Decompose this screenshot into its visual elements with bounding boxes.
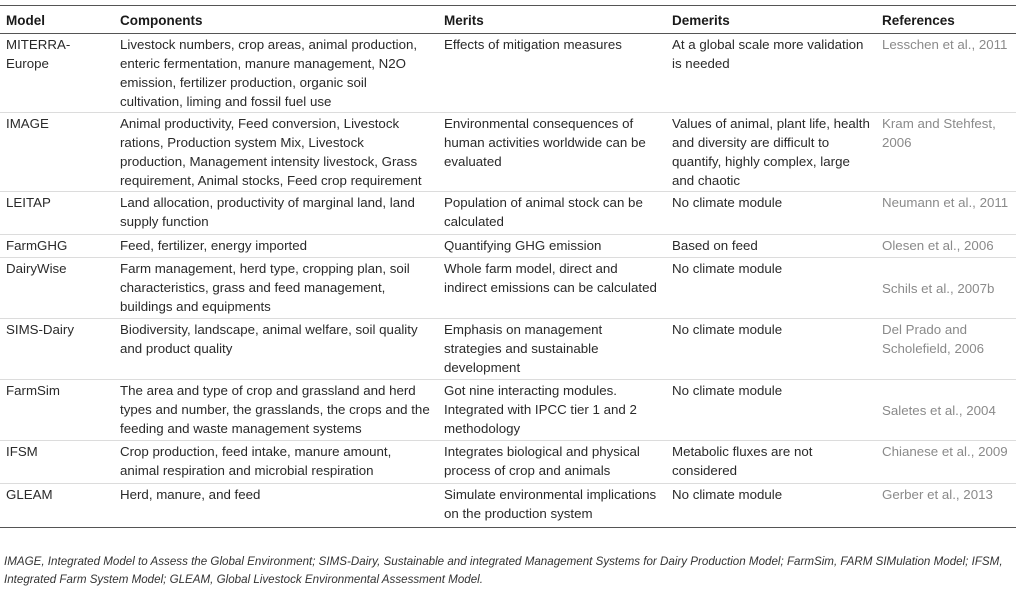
cell-reference: Lesschen et al., 2011 [876,34,1016,113]
cell-model: LEITAP [0,192,114,235]
cell-model: MITERRA- Europe [0,34,114,113]
cell-components: The area and type of crop and grassland and herd types and number, the grasslands, the crops and the feeding and waste management systems [114,380,438,441]
table-row [0,192,1016,235]
table-row [0,113,1016,192]
cell-merits: Environmental consequences of human activities worldwide can be evaluated [438,113,666,192]
cell-merits: Population of animal stock can be calculated [438,192,666,235]
cell-model: FarmGHG [0,235,114,258]
cell-components: Animal productivity, Feed conversion, Livestock rations, Production system Mix, Livestock production, Management intensity livestock, Grass requirement, Animal stocks, Feed crop requirement [114,113,438,192]
cell-demerits: No climate module [666,192,876,235]
header-references: References [876,6,1016,34]
cell-model: FarmSim [0,380,114,441]
cell-merits: Whole farm model, direct and indirect emissions can be calculated [438,258,666,319]
cell-components: Crop production, feed intake, manure amount, animal respiration and microbial respiration [114,441,438,484]
header-row [0,6,1016,34]
cell-reference: Chianese et al., 2009 [876,441,1016,484]
table-row [0,441,1016,484]
cell-demerits: No climate module [666,484,876,528]
header-merits: Merits [438,6,666,34]
cell-demerits: No climate module [666,258,876,319]
cell-reference: Schils et al., 2007b [876,258,1016,319]
header-components: Components [114,6,438,34]
cell-model: SIMS-Dairy [0,319,114,380]
cell-demerits: Metabolic fluxes are not considered [666,441,876,484]
cell-components: Livestock numbers, crop areas, animal production, enteric fermentation, manure management, N2O emission, fertilizer production, organic soil cultivation, liming and fossil fuel use [114,34,438,113]
cell-merits: Integrates biological and physical process of crop and animals [438,441,666,484]
cell-model: IMAGE [0,113,114,192]
cell-model: DairyWise [0,258,114,319]
cell-merits: Quantifying GHG emission [438,235,666,258]
cell-demerits: No climate module [666,380,876,441]
cell-components: Land allocation, productivity of marginal land, land supply function [114,192,438,235]
cell-merits: Simulate environmental implications on the production system [438,484,666,528]
cell-reference: Del Prado and Scholefield, 2006 [876,319,1016,380]
cell-reference: Kram and Stehfest, 2006 [876,113,1016,192]
cell-components: Biodiversity, landscape, animal welfare, soil quality and product quality [114,319,438,380]
cell-demerits: Based on feed [666,235,876,258]
table-footnote: IMAGE, Integrated Model to Assess the Global Environment; SIMS-Dairy, Sustainable and integrated Management Systems for Dairy Production Model; FarmSim, FARM SIMulation Model; IFSM, Integrated Farm System Model; GLEAM, Global Livestock Environmental Assessment Model. [4,555,1003,586]
cell-components: Farm management, herd type, cropping plan, soil characteristics, grass and feed management, buildings and equipments [114,258,438,319]
table-row [0,484,1016,528]
cell-reference: Neumann et al., 2011 [876,192,1016,235]
cell-demerits: At a global scale more validation is needed [666,34,876,113]
cell-merits: Effects of mitigation measures [438,34,666,113]
table-row [0,258,1016,319]
models-table [0,5,1016,528]
cell-reference: Gerber et al., 2013 [876,484,1016,528]
table-row [0,380,1016,441]
cell-model: GLEAM [0,484,114,528]
cell-model: IFSM [0,441,114,484]
cell-merits: Got nine interacting modules. Integrated with IPCC tier 1 and 2 methodology [438,380,666,441]
cell-components: Feed, fertilizer, energy imported [114,235,438,258]
table-row [0,235,1016,258]
header-model: Model [0,6,114,34]
cell-demerits: No climate module [666,319,876,380]
cell-reference: Saletes et al., 2004 [876,380,1016,441]
table-row [0,319,1016,380]
header-demerits: Demerits [666,6,876,34]
cell-demerits: Values of animal, plant life, health and diversity are difficult to quantify, highly complex, large and chaotic [666,113,876,192]
cell-reference: Olesen et al., 2006 [876,235,1016,258]
cell-components: Herd, manure, and feed [114,484,438,528]
cell-merits: Emphasis on management strategies and sustainable development [438,319,666,380]
table-row [0,34,1016,113]
